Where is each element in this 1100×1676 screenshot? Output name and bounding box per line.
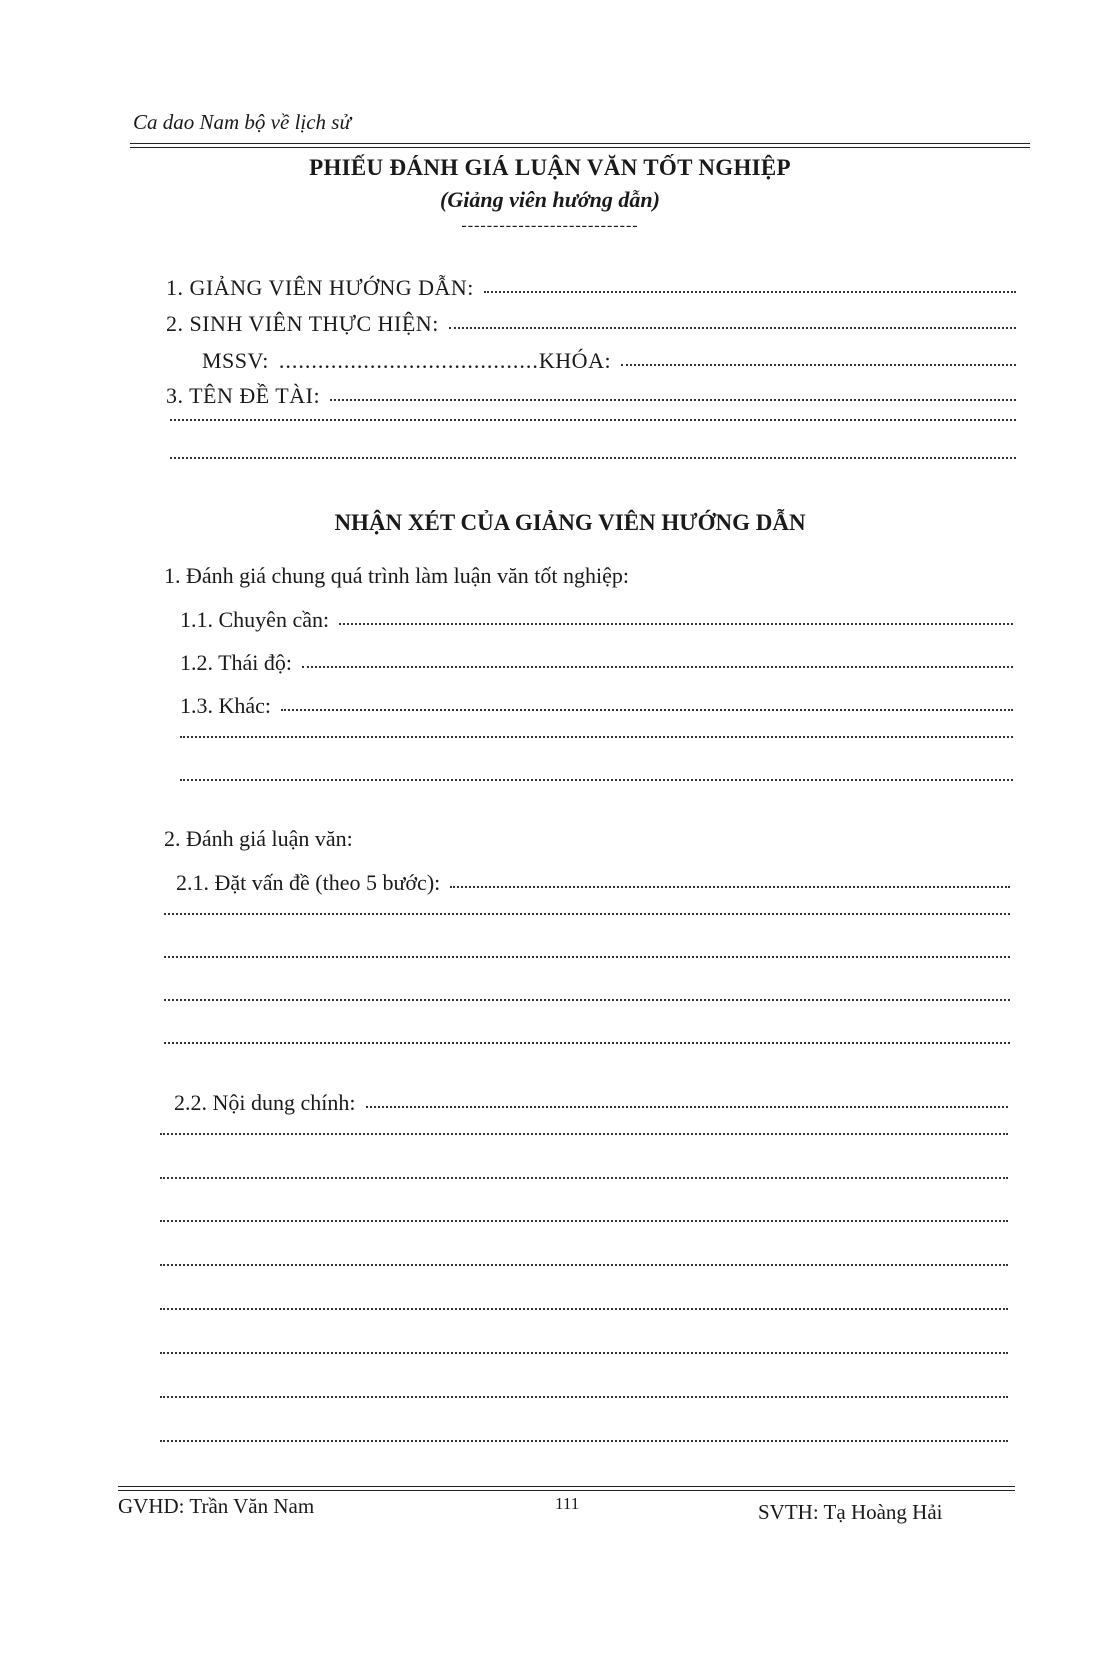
q2-1-label: 2.1. Đặt vấn đề (theo 5 bước): <box>176 870 441 895</box>
topic-extra-line[interactable] <box>170 420 1016 423</box>
q1-2-fill-line[interactable] <box>302 665 1013 668</box>
q2-2-extra-line[interactable] <box>160 1178 1008 1181</box>
q2-1-fill-line[interactable] <box>450 885 1010 888</box>
q1-extra-line[interactable] <box>180 737 1013 740</box>
form-title: PHIẾU ĐÁNH GIÁ LUẬN VĂN TỐT NGHIỆP <box>309 155 791 180</box>
form-subtitle: (Giảng viên hướng dẫn) <box>440 187 660 212</box>
q2-1-extra-line[interactable] <box>164 1043 1010 1046</box>
running-header-title: Ca dao Nam bộ về lịch sử <box>133 110 351 134</box>
footer-rule-thin <box>118 1490 1015 1491</box>
footer-advisor: GVHD: Trần Văn Nam <box>118 1494 315 1518</box>
footer-student: SVTH: Tạ Hoàng Hải <box>758 1500 943 1524</box>
q1-3-fill-line[interactable] <box>281 708 1013 711</box>
q2-1-extra-line[interactable] <box>164 957 1010 960</box>
question-1-label: 1. Đánh giá chung quá trình làm luận văn tốt nghiệp: <box>164 563 629 588</box>
student-field-row <box>166 311 1016 337</box>
title-dash-divider: ---------------------------- <box>461 217 639 234</box>
mssv-label: MSSV: <box>202 348 269 373</box>
q1-extra-line[interactable] <box>180 780 1013 783</box>
student-fill-line[interactable] <box>449 326 1016 329</box>
question-2 <box>164 826 1014 852</box>
q2-2-extra-line[interactable] <box>160 1309 1008 1312</box>
q1-3-row <box>180 693 1013 719</box>
question-2-label: 2. Đánh giá luận văn: <box>164 826 353 851</box>
q1-1-label: 1.1. Chuyên cần: <box>180 607 330 632</box>
course-fill-line[interactable] <box>621 363 1016 366</box>
topic-field-row <box>166 383 1016 409</box>
course-label: KHÓA: <box>538 348 612 373</box>
page-number: 111 <box>555 1494 580 1513</box>
advisor-field-row <box>166 275 1016 301</box>
mssv-fill-line[interactable]: ........................................ <box>278 348 539 373</box>
question-1 <box>164 563 1014 589</box>
q2-2-label: 2.2. Nội dung chính: <box>174 1090 356 1115</box>
q2-1-extra-line[interactable] <box>164 914 1010 917</box>
q1-2-label: 1.2. Thái độ: <box>180 650 293 675</box>
q2-1-row <box>176 870 1010 896</box>
footer-rule <box>118 1486 1015 1487</box>
q1-3-label: 1.3. Khác: <box>180 693 272 718</box>
q2-2-extra-line[interactable] <box>160 1134 1008 1137</box>
topic-fill-line[interactable] <box>330 398 1016 401</box>
q2-2-extra-line[interactable] <box>160 1353 1008 1356</box>
q2-2-extra-line[interactable] <box>160 1265 1008 1268</box>
q2-1-extra-line[interactable] <box>164 1000 1010 1003</box>
q2-2-extra-line[interactable] <box>160 1441 1008 1444</box>
student-label: 2. SINH VIÊN THỰC HIỆN: <box>166 311 439 336</box>
topic-extra-line[interactable] <box>170 458 1016 461</box>
header-rule <box>130 143 1030 144</box>
q2-2-fill-line[interactable] <box>366 1105 1009 1108</box>
advisor-label: 1. GIẢNG VIÊN HƯỚNG DẪN: <box>166 275 474 300</box>
q1-1-fill-line[interactable] <box>339 622 1013 625</box>
mssv-course-row <box>202 348 1016 374</box>
header-rule-thin <box>130 147 1030 148</box>
q2-2-extra-line[interactable] <box>160 1221 1008 1224</box>
comments-heading: NHẬN XÉT CỦA GIẢNG VIÊN HƯỚNG DẪN <box>334 510 806 535</box>
q1-2-row <box>180 650 1013 676</box>
q2-2-extra-line[interactable] <box>160 1397 1008 1400</box>
advisor-fill-line[interactable] <box>484 290 1016 293</box>
q1-1-row <box>180 607 1013 633</box>
topic-label: 3. TÊN ĐỀ TÀI: <box>166 383 321 408</box>
q2-2-row <box>174 1090 1008 1116</box>
